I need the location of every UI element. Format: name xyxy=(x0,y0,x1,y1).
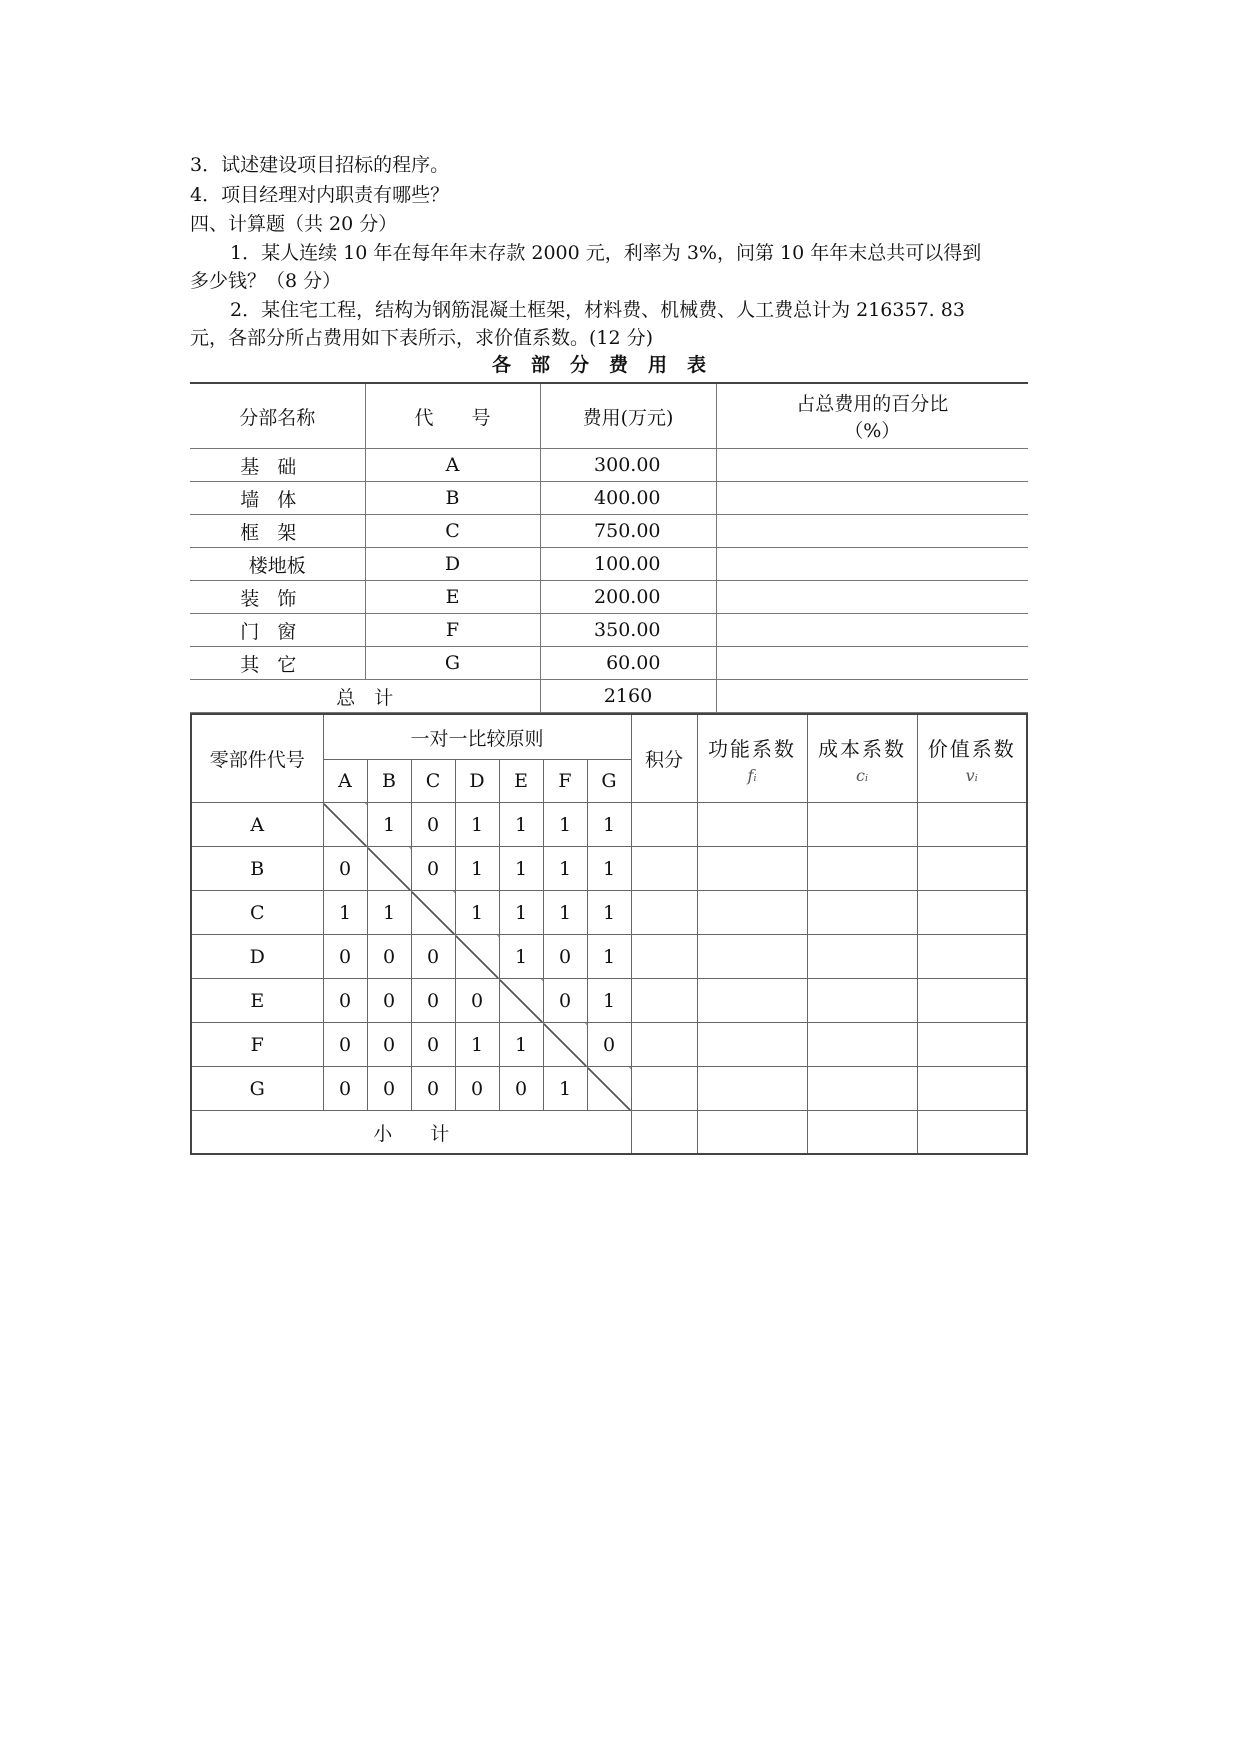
matrix-cell: 1 xyxy=(543,803,587,847)
row-label: C xyxy=(191,891,323,935)
matrix-cell: 1 xyxy=(587,847,631,891)
cost-table-header xyxy=(190,383,1028,449)
header-value-coef xyxy=(917,714,1027,803)
header-name: 分部名称 xyxy=(190,383,365,449)
function-cell xyxy=(697,1067,807,1111)
matrix-cell: 0 xyxy=(411,847,455,891)
row-name: 装饰 xyxy=(190,581,365,614)
header-percent-line1: 占总费用的百分比 xyxy=(796,393,949,415)
score-cell xyxy=(631,1023,697,1067)
total-percent xyxy=(716,680,1028,713)
row-label: F xyxy=(191,1023,323,1067)
cost-coef-symbol: cᵢ xyxy=(855,765,869,785)
score-cell xyxy=(631,1067,697,1111)
matrix-cell: 0 xyxy=(411,1067,455,1111)
row-code: B xyxy=(365,482,540,515)
row-cost: 350.00 xyxy=(540,614,716,647)
diagonal-cell xyxy=(499,979,543,1023)
matrix-cell: 1 xyxy=(543,1067,587,1111)
cost-cell xyxy=(807,935,917,979)
header-code: 代 号 xyxy=(365,383,540,449)
row-cost: 750.00 xyxy=(540,515,716,548)
value-cell xyxy=(917,1067,1027,1111)
cost-cell xyxy=(807,979,917,1023)
score-cell xyxy=(631,803,697,847)
row-name: 框架 xyxy=(190,515,365,548)
matrix-cell: 0 xyxy=(323,979,367,1023)
function-cell xyxy=(697,979,807,1023)
matrix-cell: 0 xyxy=(367,1067,411,1111)
row-percent xyxy=(716,482,1028,515)
value-coef-symbol: vᵢ xyxy=(965,765,978,785)
matrix-cell: 0 xyxy=(367,1023,411,1067)
diagonal-cell xyxy=(411,891,455,935)
matrix-cell: 1 xyxy=(455,1023,499,1067)
matrix-cell: 1 xyxy=(587,935,631,979)
matrix-cell: 0 xyxy=(411,935,455,979)
row-name: 其它 xyxy=(190,647,365,680)
header-percent-line2: （%） xyxy=(844,420,901,442)
row-code: A xyxy=(365,449,540,482)
matrix-cell: 1 xyxy=(455,803,499,847)
matrix-row xyxy=(191,891,1027,935)
header-percent xyxy=(716,383,1028,449)
matrix-cell: 0 xyxy=(455,1067,499,1111)
row-name: 楼地板 xyxy=(190,548,365,581)
function-coef-symbol: fᵢ xyxy=(747,765,757,785)
value-cell xyxy=(917,979,1027,1023)
row-cost: 400.00 xyxy=(540,482,716,515)
row-percent xyxy=(716,449,1028,482)
function-cell xyxy=(697,1023,807,1067)
col-code: E xyxy=(499,760,543,803)
matrix-row xyxy=(191,847,1027,891)
question-4: 4．项目经理对内职责有哪些？ xyxy=(190,184,450,206)
matrix-cell: 1 xyxy=(455,847,499,891)
matrix-cell: 1 xyxy=(499,803,543,847)
row-label: G xyxy=(191,1067,323,1111)
diagonal-cell xyxy=(367,847,411,891)
problem-1-line-1: 1．某人连续 10 年在每年年末存款 2000 元，利率为 3%，问第 10 年年末总共可以得到 xyxy=(230,242,982,264)
matrix-cell: 0 xyxy=(367,979,411,1023)
row-code: E xyxy=(365,581,540,614)
matrix-cell: 1 xyxy=(587,891,631,935)
col-code: B xyxy=(367,760,411,803)
row-percent xyxy=(716,647,1028,680)
subtotal-score xyxy=(631,1111,697,1155)
value-coef-label: 价值系数 xyxy=(927,736,1016,761)
row-label: D xyxy=(191,935,323,979)
score-cell xyxy=(631,847,697,891)
function-cell xyxy=(697,935,807,979)
cost-table xyxy=(190,382,1028,713)
header-rule: 一对一比较原则 xyxy=(323,714,631,760)
question-3: 3．试述建设项目招标的程序。 xyxy=(190,154,450,176)
diagonal-cell xyxy=(455,935,499,979)
total-row xyxy=(190,680,1028,713)
col-code: C xyxy=(411,760,455,803)
cost-cell xyxy=(807,1067,917,1111)
matrix-cell: 1 xyxy=(499,1023,543,1067)
col-code: F xyxy=(543,760,587,803)
score-cell xyxy=(631,979,697,1023)
subtotal-label: 小 计 xyxy=(191,1111,631,1155)
matrix-cell: 0 xyxy=(323,1067,367,1111)
row-code: F xyxy=(365,614,540,647)
function-coef-label: 功能系数 xyxy=(708,736,797,761)
matrix-cell: 1 xyxy=(367,891,411,935)
problem-2-line-2: 元，各部分所占费用如下表所示，求价值系数。(12 分) xyxy=(190,327,654,349)
header-function-coef xyxy=(697,714,807,803)
cost-table-caption: 各部分费用表 xyxy=(491,354,726,376)
col-code: D xyxy=(455,760,499,803)
score-cell xyxy=(631,935,697,979)
header-score: 积分 xyxy=(631,714,697,803)
row-percent xyxy=(716,515,1028,548)
header-cost: 费用(万元) xyxy=(540,383,716,449)
header-part-code: 零部件代号 xyxy=(191,714,323,803)
subtotal-cost xyxy=(807,1111,917,1155)
row-cost: 100.00 xyxy=(540,548,716,581)
section-heading: 四、计算题（共 20 分） xyxy=(190,213,398,235)
row-label: B xyxy=(191,847,323,891)
value-cell xyxy=(917,803,1027,847)
row-percent xyxy=(716,581,1028,614)
matrix-cell: 0 xyxy=(411,979,455,1023)
cost-cell xyxy=(807,803,917,847)
comparison-matrix xyxy=(190,713,1028,1155)
score-cell xyxy=(631,891,697,935)
diagonal-cell xyxy=(323,803,367,847)
matrix-cell: 1 xyxy=(499,847,543,891)
row-name: 门窗 xyxy=(190,614,365,647)
cost-cell xyxy=(807,847,917,891)
row-label: E xyxy=(191,979,323,1023)
row-code: C xyxy=(365,515,540,548)
function-cell xyxy=(697,803,807,847)
matrix-cell: 0 xyxy=(411,803,455,847)
problem-1-line-2: 多少钱？（8 分） xyxy=(190,270,342,292)
matrix-cell: 0 xyxy=(543,935,587,979)
matrix-row xyxy=(191,803,1027,847)
table-row xyxy=(190,482,1028,515)
matrix-cell: 0 xyxy=(587,1023,631,1067)
problem-2-line-1: 2．某住宅工程，结构为钢筋混凝土框架，材料费、机械费、人工费总计为 216357. 83 xyxy=(230,299,965,321)
value-cell xyxy=(917,891,1027,935)
header-cost-coef xyxy=(807,714,917,803)
row-percent xyxy=(716,548,1028,581)
matrix-row xyxy=(191,1023,1027,1067)
value-cell xyxy=(917,847,1027,891)
diagonal-cell xyxy=(543,1023,587,1067)
matrix-cell: 1 xyxy=(323,891,367,935)
row-cost: 200.00 xyxy=(540,581,716,614)
row-code: G xyxy=(365,647,540,680)
total-value: 2160 xyxy=(540,680,716,713)
value-cell xyxy=(917,1023,1027,1067)
total-label: 总 计 xyxy=(190,680,540,713)
matrix-cell: 0 xyxy=(455,979,499,1023)
table-row xyxy=(190,647,1028,680)
table-row xyxy=(190,449,1028,482)
cost-cell xyxy=(807,891,917,935)
matrix-cell: 1 xyxy=(543,891,587,935)
col-code: G xyxy=(587,760,631,803)
subtotal-value xyxy=(917,1111,1027,1155)
cost-coef-label: 成本系数 xyxy=(818,736,907,761)
row-percent xyxy=(716,614,1028,647)
matrix-row xyxy=(191,935,1027,979)
table-row xyxy=(190,548,1028,581)
matrix-cell: 1 xyxy=(499,935,543,979)
matrix-cell: 0 xyxy=(323,935,367,979)
row-name: 基础 xyxy=(190,449,365,482)
row-name: 墙体 xyxy=(190,482,365,515)
matrix-cell: 0 xyxy=(323,1023,367,1067)
matrix-cell: 1 xyxy=(587,803,631,847)
diagonal-cell xyxy=(587,1067,631,1111)
subtotal-function xyxy=(697,1111,807,1155)
matrix-cell: 0 xyxy=(367,935,411,979)
matrix-cell: 0 xyxy=(499,1067,543,1111)
matrix-cell: 1 xyxy=(499,891,543,935)
matrix-cell: 0 xyxy=(323,847,367,891)
value-cell xyxy=(917,935,1027,979)
matrix-cell: 1 xyxy=(455,891,499,935)
function-cell xyxy=(697,891,807,935)
cost-cell xyxy=(807,1023,917,1067)
row-label: A xyxy=(191,803,323,847)
matrix-cell: 1 xyxy=(587,979,631,1023)
subtotal-row xyxy=(191,1111,1027,1155)
row-cost: 60.00 xyxy=(540,647,716,680)
matrix-row xyxy=(191,1067,1027,1111)
table-row xyxy=(190,614,1028,647)
matrix-cell: 1 xyxy=(543,847,587,891)
table-row xyxy=(190,581,1028,614)
matrix-row xyxy=(191,979,1027,1023)
row-code: D xyxy=(365,548,540,581)
col-code: A xyxy=(323,760,367,803)
table-row xyxy=(190,515,1028,548)
row-cost: 300.00 xyxy=(540,449,716,482)
function-cell xyxy=(697,847,807,891)
matrix-cell: 1 xyxy=(367,803,411,847)
matrix-cell: 0 xyxy=(411,1023,455,1067)
matrix-header-row xyxy=(191,714,1027,760)
matrix-cell: 0 xyxy=(543,979,587,1023)
